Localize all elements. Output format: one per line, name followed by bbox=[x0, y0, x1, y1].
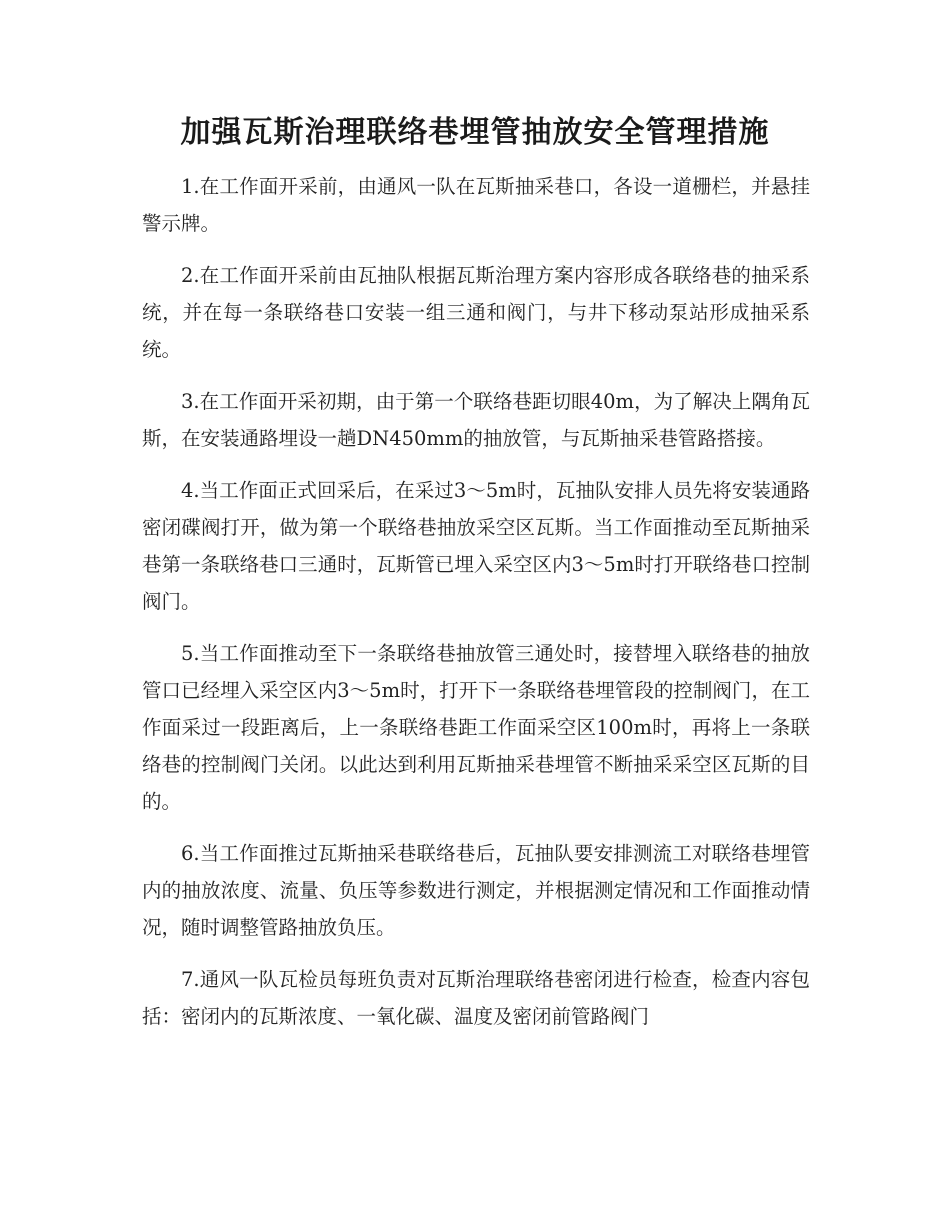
paragraph-1: 1.在工作面开采前，由通风一队在瓦斯抽采巷口，各设一道栅栏，并悬挂警示牌。 bbox=[142, 175, 810, 235]
paragraph-6: 6.当工作面推过瓦斯抽采巷联络巷后，瓦抽队要安排测流工对联络巷埋管内的抽放浓度、流量、负压等参数进行测定，并根据测定情况和工作面推动情况，随时调整管路抽放负压。 bbox=[142, 842, 810, 939]
document-title: 加强瓦斯治理联络巷埋管抽放安全管理措施 bbox=[180, 115, 770, 150]
paragraph-4: 4.当工作面正式回采后，在采过3～5m时，瓦抽队安排人员先将安装通路密闭碟阀打开，做为第一个联络巷抽放采空区瓦斯。当工作面推动至瓦斯抽采巷第一条联络巷口三通时，瓦斯管已埋入采空区内3～5m时打开联络巷口控制阀门。 bbox=[142, 479, 810, 613]
paragraph-5: 5.当工作面推动至下一条联络巷抽放管三通处时，接替埋入联络巷的抽放管口已经埋入采空区内3～5m时，打开下一条联络巷埋管段的控制阀门，在工作面采过一段距离后，上一条联络巷距工作面采空区100m时，再将上一条联络巷的控制阀门关闭。以此达到利用瓦斯抽采巷埋管不断抽采采空区瓦斯的目的。 bbox=[142, 642, 810, 813]
document-body bbox=[142, 168, 810, 1050]
paragraph-7: 7.通风一队瓦检员每班负责对瓦斯治理联络巷密闭进行检查，检查内容包括：密闭内的瓦斯浓度、一氧化碳、温度及密闭前管路阀门 bbox=[142, 968, 810, 1028]
paragraph-3: 3.在工作面开采初期，由于第一个联络巷距切眼40m，为了解决上隅角瓦斯，在安装通路埋设一趟DN450mm的抽放管，与瓦斯抽采巷管路搭接。 bbox=[142, 390, 810, 450]
paragraph-2: 2.在工作面开采前由瓦抽队根据瓦斯治理方案内容形成各联络巷的抽采系统，并在每一条联络巷口安装一组三通和阀门，与井下移动泵站形成抽采系统。 bbox=[142, 264, 810, 361]
